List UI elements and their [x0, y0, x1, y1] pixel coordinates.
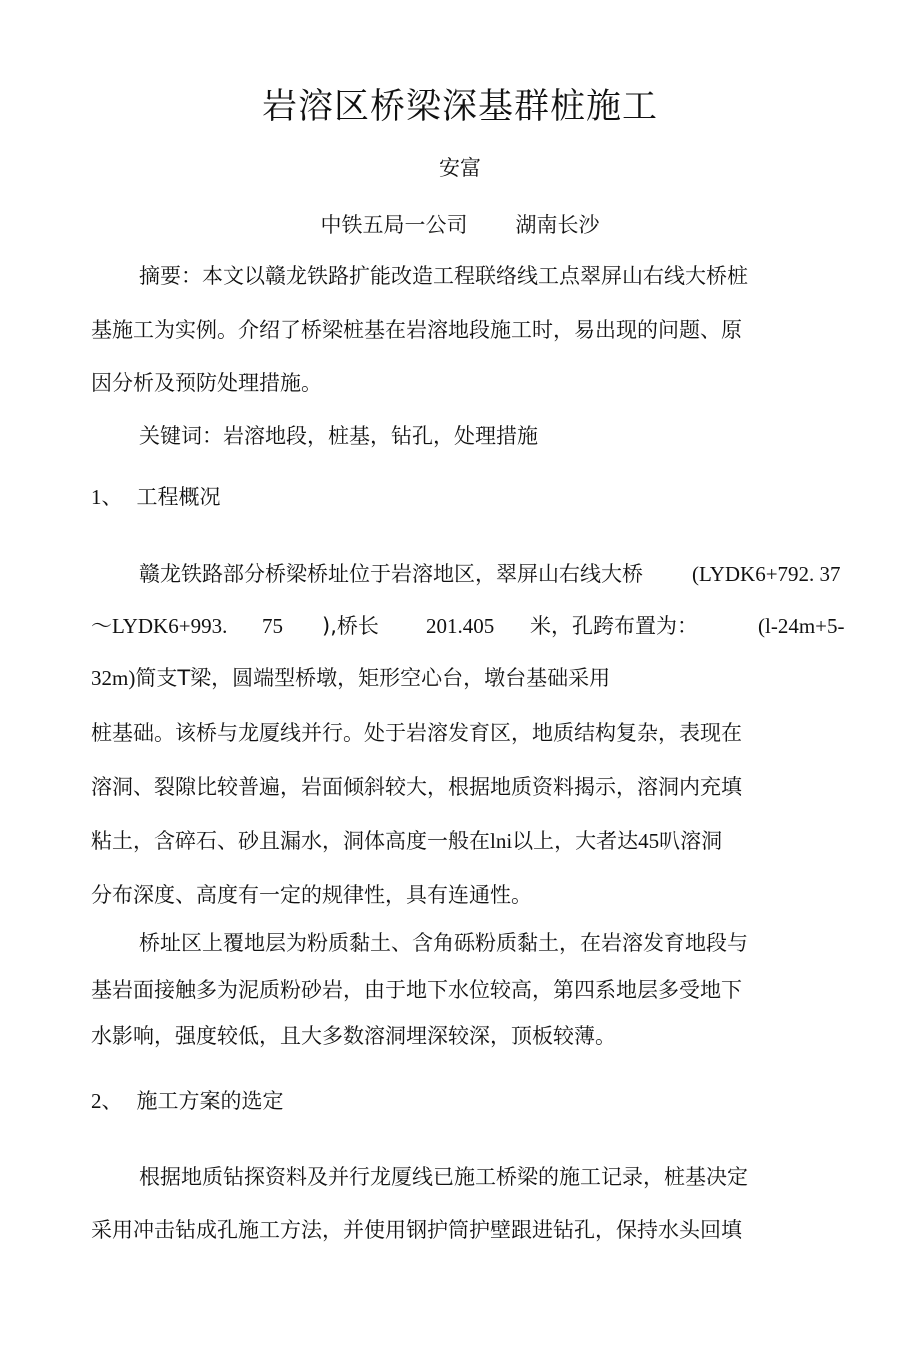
s1p1-line-2b: 75	[262, 614, 283, 638]
s1p2-line-2: 基岩面接触多为泥质粉砂岩，由于地下水位较高，第四系地层多受地下	[91, 978, 742, 1002]
section-2-heading	[91, 1087, 284, 1115]
abstract-line-1: 摘要：本文以赣龙铁路扩能改造工程联络线工点翠屏山右线大桥桩	[139, 264, 748, 288]
keywords: 关键词：岩溶地段，桩基，钻孔，处理措施	[139, 424, 538, 448]
s1p1-line-1a: 赣龙铁路部分桥梁桥址位于岩溶地区，翠屏山右线大桥	[139, 562, 643, 586]
s1p1-line-6e: 叭溶洞	[659, 829, 723, 853]
author: 安富	[439, 156, 481, 180]
abstract-line-2: 基施工为实例。介绍了桥梁桩基在岩溶地段施工时，易出现的问题、原	[91, 318, 742, 342]
s2p1-line-2: 采用冲击钻成孔施工方法，并使用钢护筒护壁跟进钻孔，保持水头回填	[91, 1218, 742, 1242]
s1p1-line-6b: lni	[490, 829, 513, 853]
s2p1-line-1: 根据地质钻探资料及并行龙厦线已施工桥梁的施工记录，桩基决定	[139, 1165, 748, 1189]
section-1-number: 1、	[91, 485, 123, 509]
affiliation	[0, 211, 920, 239]
s1p1-line-2d: 201.405	[426, 614, 495, 638]
s1p1-line-2c: ),桥长	[322, 614, 379, 638]
affiliation-org: 中铁五局一公司	[320, 213, 468, 237]
section-2-title: 施工方案的选定	[136, 1089, 284, 1113]
section-1-heading	[91, 483, 221, 511]
affiliation-place: 湖南长沙	[515, 213, 600, 237]
s1p1-line-6a: 粘土，含碎石、砂且漏水，洞体高度一般在	[91, 829, 490, 853]
document-title: 岩溶区桥梁深基群桩施工	[261, 87, 658, 127]
s1p2-line-3: 水影响，强度较低，且大多数溶洞埋深较深，顶板较薄。	[91, 1024, 616, 1048]
s1p1-line-6	[91, 827, 722, 855]
s1p2-line-1: 桥址区上覆地层为粉质黏土、含角砾粉质黏土，在岩溶发育地段与	[139, 931, 748, 955]
s1p1-line-5: 溶洞、裂隙比较普遍，岩面倾斜较大，根据地质资料揭示，溶洞内充填	[91, 775, 742, 799]
section-2-number: 2、	[91, 1089, 123, 1113]
s1p1-line-1b: (LYDK6+792. 37	[692, 562, 841, 586]
s1p1-line-3a: 32m)	[91, 666, 136, 690]
s1p1-line-2a: ～LYDK6+993.	[91, 614, 228, 638]
s1p1-line-7: 分布深度、高度有一定的规律性，具有连通性。	[91, 883, 532, 907]
s1p1-line-2f: (l-24m+5-	[758, 614, 845, 638]
s1p1-line-6c: 以上，大者达	[512, 829, 639, 853]
s1p1-line-3	[91, 664, 610, 692]
s1p1-line-2e: 米，孔跨布置为：	[530, 614, 698, 638]
s1p1-line-6d: 45	[638, 829, 660, 853]
abstract-line-3: 因分析及预防处理措施。	[91, 371, 322, 395]
section-1-title: 工程概况	[136, 485, 221, 509]
s1p1-line-4: 桩基础。该桥与龙厦线并行。处于岩溶发育区，地质结构复杂，表现在	[91, 721, 742, 745]
s1p1-line-3b: 简支T梁，圆端型桥墩，矩形空心台，墩台基础采用	[135, 666, 611, 690]
